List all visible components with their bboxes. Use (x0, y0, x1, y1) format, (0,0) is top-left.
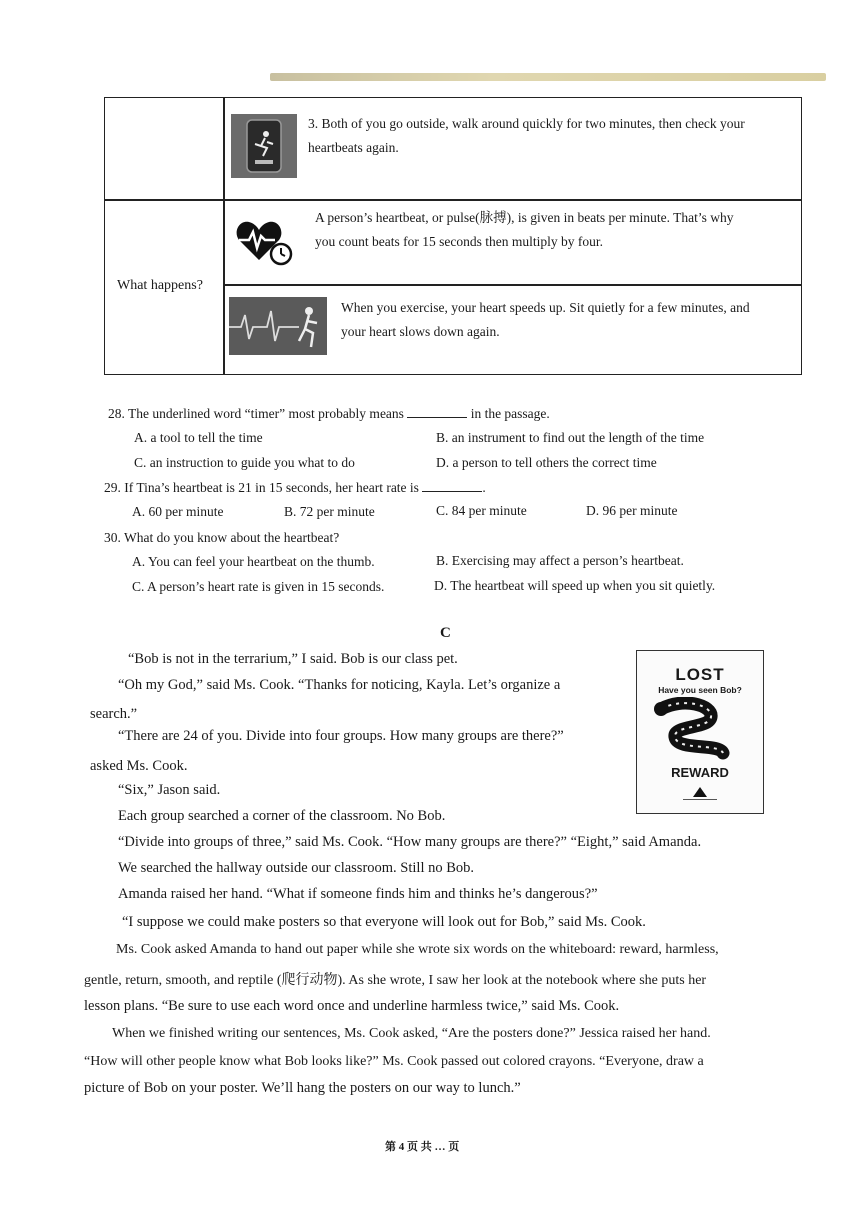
scan-top-edge (270, 73, 826, 81)
option-29a: A. 60 per minute (132, 504, 224, 519)
story-line: “Divide into groups of three,” said Ms. Cook. “How many groups are there?” “Eight,” said Amanda. (118, 834, 702, 850)
question-29-stem (104, 480, 486, 496)
story-line: gentle, return, smooth, and reptile (爬行动物). As she wrote, I saw her look at the notebook where she puts her (84, 973, 707, 988)
poster-reward: REWARD (671, 765, 729, 780)
row5-text (341, 296, 750, 344)
option-30a: A. You can feel your heartbeat on the thumb. (132, 554, 375, 569)
option-30d: D. The heartbeat will speed up when you sit quietly. (434, 578, 716, 593)
option-28c: C. an instruction to guide you what to do (134, 455, 355, 470)
story-line: Ms. Cook asked Amanda to hand out paper while she wrote six words on the whiteboard: reward, harmless, (116, 942, 719, 957)
table-divider (223, 98, 225, 374)
text-line: A person’s heartbeat, or pulse(脉搏), is given in beats per minute. That’s why (315, 210, 734, 225)
story-line: picture of Bob on your poster. We’ll hang the posters on our way to lunch.” (84, 1080, 521, 1096)
running-phone-icon (231, 114, 297, 183)
option-28d: D. a person to tell others the correct time (436, 455, 657, 470)
answer-blank (422, 481, 482, 492)
poster-title: LOST (675, 665, 725, 684)
text-line: your heart slows down again. (341, 324, 500, 339)
text-line: 3. Both of you go outside, walk around quickly for two minutes, then check your (308, 116, 745, 131)
answer-blank (407, 407, 467, 418)
option-28a: A. a tool to tell the time (134, 430, 263, 445)
story-line: search.” (90, 706, 138, 722)
text-line: heartbeats again. (308, 140, 399, 155)
heartbeat-runner-icon (229, 297, 327, 360)
story-line: “Six,” Jason said. (118, 782, 221, 798)
text-line: you count beats for 15 seconds then multiply by four. (315, 234, 603, 249)
option-30b: B. Exercising may affect a person’s heartbeat. (436, 553, 684, 568)
option-28b: B. an instrument to find out the length of the time (436, 430, 705, 445)
story-line: “Oh my God,” said Ms. Cook. “Thanks for noticing, Kayla. Let’s organize a (118, 677, 561, 693)
triangle-icon (693, 787, 707, 797)
table-divider (223, 284, 801, 286)
snake-icon (653, 697, 749, 768)
story-line: Amanda raised her hand. “What if someone finds him and thinks he’s dangerous?” (118, 886, 598, 902)
row4-text (315, 206, 734, 254)
story-line: “I suppose we could make posters so that everyone will look out for Bob,” said Ms. Cook. (122, 914, 646, 930)
story-line: Each group searched a corner of the classroom. No Bob. (118, 808, 446, 824)
story-line: When we finished writing our sentences, Ms. Cook asked, “Are the posters done?” Jessica raised her hand. (112, 1026, 711, 1041)
option-30c: C. A person’s heart rate is given in 15 seconds. (132, 579, 385, 594)
row3-text (308, 112, 745, 160)
story-line: “There are 24 of you. Divide into four groups. How many groups are there?” (118, 728, 564, 744)
stem-text: . (482, 480, 486, 495)
stem-text: 28. The underlined word “timer” most probably means (108, 406, 404, 421)
lost-poster (636, 650, 764, 814)
stem-text: 29. If Tina’s heartbeat is 21 in 15 seconds, her heart rate is (104, 480, 419, 495)
stem-text: in the passage. (470, 406, 550, 421)
story-line: lesson plans. “Be sure to use each word once and underline harmless twice,” said Ms. Cook. (84, 998, 620, 1014)
table-divider (105, 199, 801, 201)
text-line: When you exercise, your heart speeds up. Sit quietly for a few minutes, and (341, 300, 750, 315)
page-footer: 第 4 页 共 … 页 (385, 1141, 460, 1153)
option-29b: B. 72 per minute (284, 504, 375, 519)
story-line: “How will other people know what Bob looks like?” Ms. Cook passed out colored crayons. “Everyone, draw a (84, 1054, 704, 1069)
story-line: asked Ms. Cook. (90, 758, 188, 774)
story-line: We searched the hallway outside our classroom. Still no Bob. (118, 860, 475, 876)
heart-stopwatch-icon (235, 216, 293, 271)
experiment-table (104, 97, 802, 375)
option-29c: C. 84 per minute (436, 503, 527, 518)
poster-subtitle: Have you seen Bob? (658, 685, 742, 695)
poster-underline (683, 799, 717, 800)
option-29d: D. 96 per minute (586, 503, 678, 518)
question-28-stem (108, 406, 550, 422)
row-label-what-happens: What happens? (117, 278, 203, 293)
section-heading: C (440, 625, 451, 641)
story-line: “Bob is not in the terrarium,” I said. Bob is our class pet. (128, 651, 458, 667)
question-30-stem: 30. What do you know about the heartbeat? (104, 530, 340, 545)
